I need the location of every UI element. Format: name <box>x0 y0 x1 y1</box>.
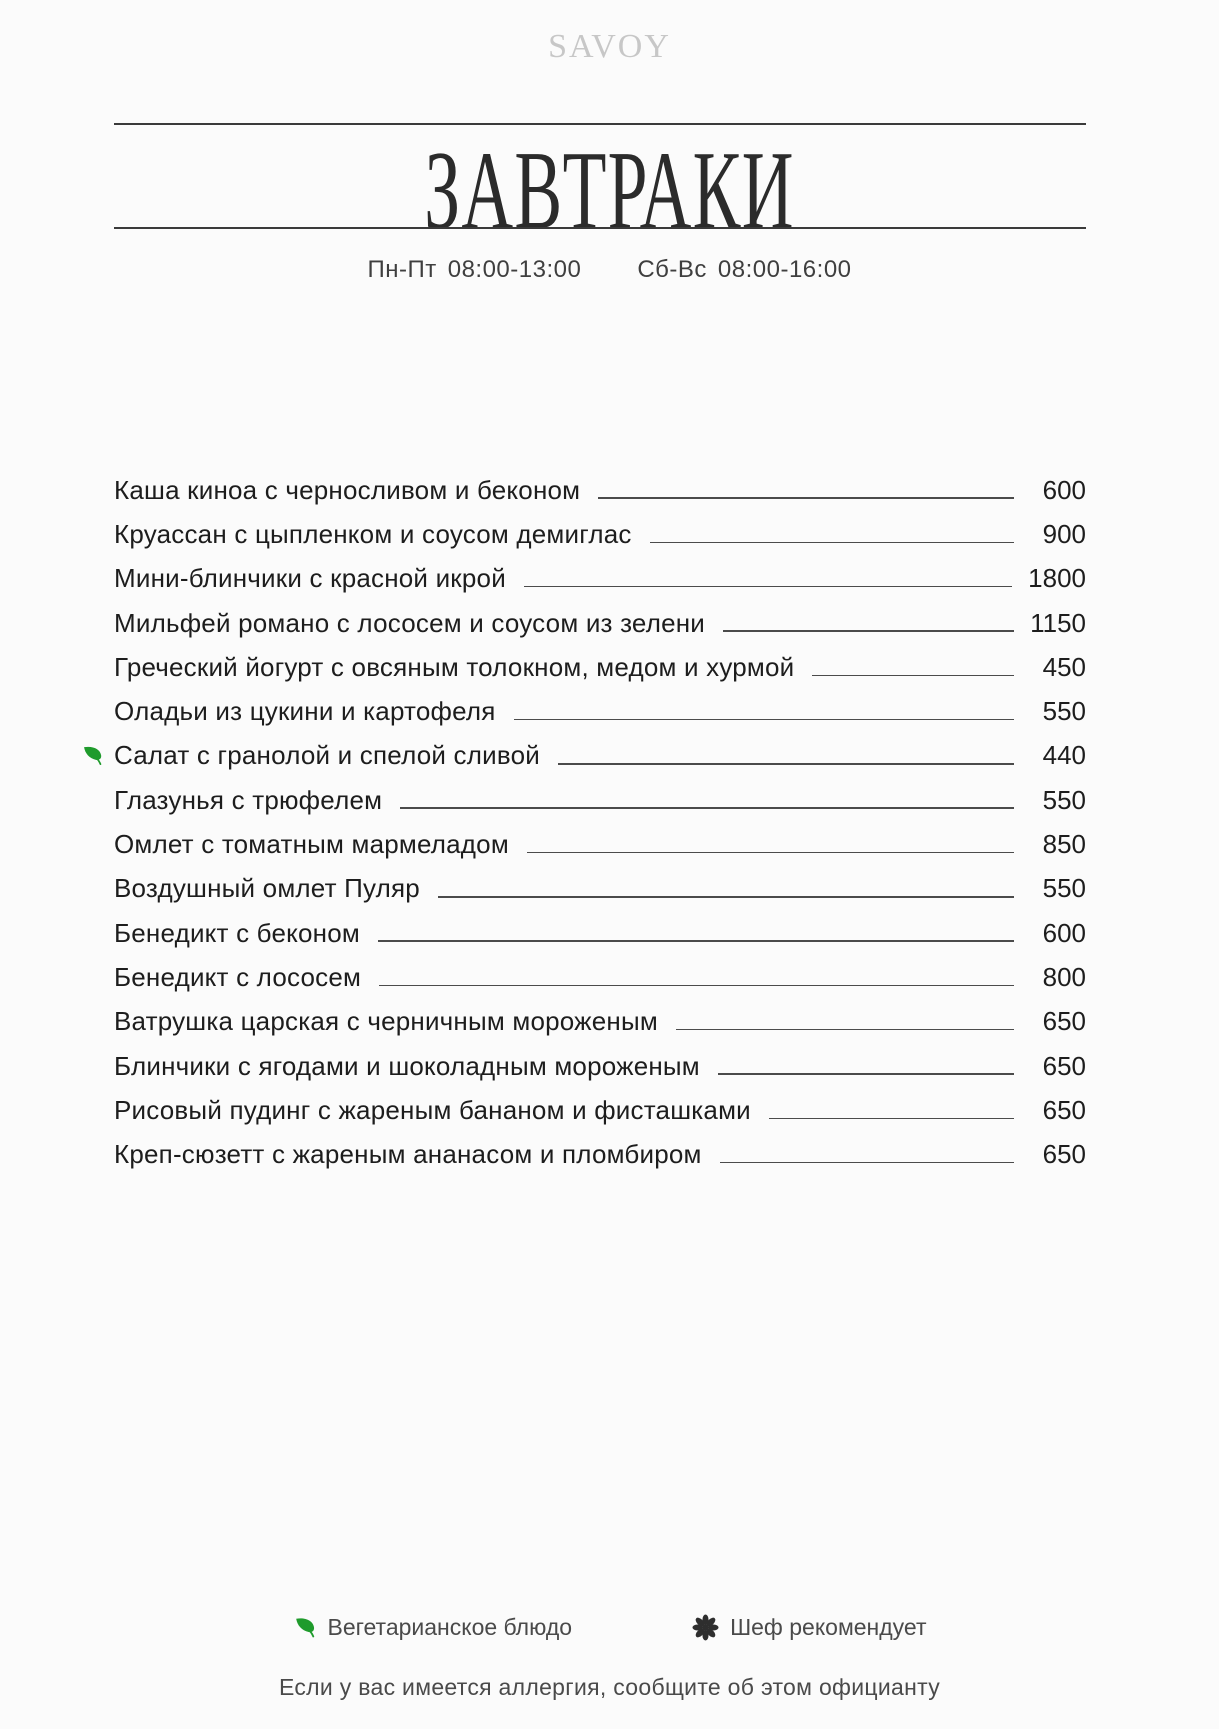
dish-name: Бенедикт с беконом <box>114 917 360 948</box>
menu-item-row <box>114 734 1086 778</box>
price-leader-line <box>400 807 1014 809</box>
menu-item-row <box>114 512 1086 556</box>
dish-price: 650 <box>1042 1139 1086 1170</box>
dish-name: Мини-блинчики с красной икрой <box>114 563 506 594</box>
price-leader-line <box>438 896 1014 898</box>
menu-item-row <box>114 1044 1086 1088</box>
price-leader-line <box>718 1073 1014 1075</box>
price-leader-line <box>723 630 1014 632</box>
dish-price: 550 <box>1042 784 1086 815</box>
price-leader-line <box>524 586 1012 588</box>
menu-item-row <box>114 601 1086 645</box>
menu-item-row <box>114 867 1086 911</box>
dish-name: Оладьи из цукини и картофеля <box>114 696 496 727</box>
dish-name: Каша киноа с черносливом и беконом <box>114 474 581 505</box>
hours-weekend-time: 08:00-16:00 <box>717 256 852 283</box>
menu-list <box>114 468 1086 1177</box>
divider-line-bottom <box>114 227 1086 229</box>
menu-item-row <box>114 689 1086 733</box>
dish-name: Бенедикт с лососем <box>114 961 362 992</box>
dish-price: 550 <box>1042 873 1086 904</box>
dish-price: 450 <box>1042 651 1086 682</box>
dish-name: Глазунья с трюфелем <box>114 784 383 815</box>
dish-name: Креп-сюзетт с жареным ананасом и пломбиром <box>114 1139 702 1170</box>
menu-item-row <box>114 911 1086 955</box>
divider-line-top <box>114 123 1086 125</box>
legend-vegetarian-label: Вегетарианское блюдо <box>327 1614 573 1640</box>
vegetarian-leaf-icon <box>293 1616 317 1640</box>
menu-item-row <box>114 778 1086 822</box>
opening-hours <box>0 256 1219 284</box>
dish-price: 1150 <box>1030 607 1086 638</box>
price-leader-line <box>598 497 1014 499</box>
dish-price: 1800 <box>1028 563 1086 594</box>
price-leader-line <box>812 675 1014 677</box>
dish-name: Ватрушка царская с черничным мороженым <box>114 1006 658 1037</box>
hours-weekdays <box>367 256 581 284</box>
menu-item-row <box>114 645 1086 689</box>
page-title: ЗАВТРАКИ <box>424 129 795 253</box>
dish-price: 650 <box>1042 1094 1086 1125</box>
vegetarian-leaf-icon <box>81 744 104 767</box>
dish-name: Воздушный омлет Пуляр <box>114 873 420 904</box>
menu-item-row <box>114 557 1086 601</box>
price-leader-line <box>558 763 1014 765</box>
price-leader-line <box>650 542 1014 544</box>
chef-recommends-icon <box>692 1614 719 1641</box>
legend-vegetarian <box>293 1614 573 1641</box>
dish-name: Рисовый пудинг с жареным бананом и фисташками <box>114 1094 751 1125</box>
dish-price: 600 <box>1042 917 1086 948</box>
menu-item-row <box>114 822 1086 866</box>
dish-price: 600 <box>1042 474 1086 505</box>
price-leader-line <box>514 719 1014 721</box>
price-leader-line <box>378 940 1014 942</box>
hours-weekdays-days: Пн-Пт <box>367 256 437 283</box>
legend-chef-label: Шеф рекомендует <box>730 1614 927 1640</box>
hours-weekdays-time: 08:00-13:00 <box>447 256 582 283</box>
dish-price: 550 <box>1042 696 1086 727</box>
menu-item-row <box>114 1000 1086 1044</box>
dish-name: Блинчики с ягодами и шоколадным мороженым <box>114 1050 700 1081</box>
dish-price: 850 <box>1042 829 1086 860</box>
dish-name: Греческий йогурт с овсяным толокном, медом и хурмой <box>114 651 795 682</box>
hours-weekend-days: Сб-Вс <box>637 256 707 283</box>
price-leader-line <box>379 985 1014 987</box>
price-leader-line <box>720 1162 1014 1164</box>
menu-item-row <box>114 955 1086 999</box>
hours-weekend <box>637 256 851 284</box>
menu-item-row <box>114 1088 1086 1132</box>
menu-item-row <box>114 468 1086 512</box>
dish-name: Салат с гранолой и спелой сливой <box>114 740 540 771</box>
dish-price: 800 <box>1042 961 1086 992</box>
dish-name: Мильфей романо с лососем и соусом из зелени <box>114 607 706 638</box>
dish-price: 650 <box>1042 1006 1086 1037</box>
legend <box>0 1614 1219 1641</box>
dish-price: 440 <box>1042 740 1086 771</box>
allergy-note: Если у вас имеется аллергия, сообщите об этом официанту <box>278 1674 941 1700</box>
dish-name: Круассан с цыпленком и соусом демиглас <box>114 518 632 549</box>
dish-price: 900 <box>1042 518 1086 549</box>
menu-item-row <box>114 1132 1086 1176</box>
price-leader-line <box>527 852 1014 854</box>
price-leader-line <box>676 1029 1014 1031</box>
dish-name: Омлет с томатным мармеладом <box>114 829 509 860</box>
legend-chef <box>692 1614 926 1641</box>
dish-price: 650 <box>1042 1050 1086 1081</box>
price-leader-line <box>769 1118 1014 1120</box>
restaurant-logo: SAVOY <box>548 28 671 65</box>
